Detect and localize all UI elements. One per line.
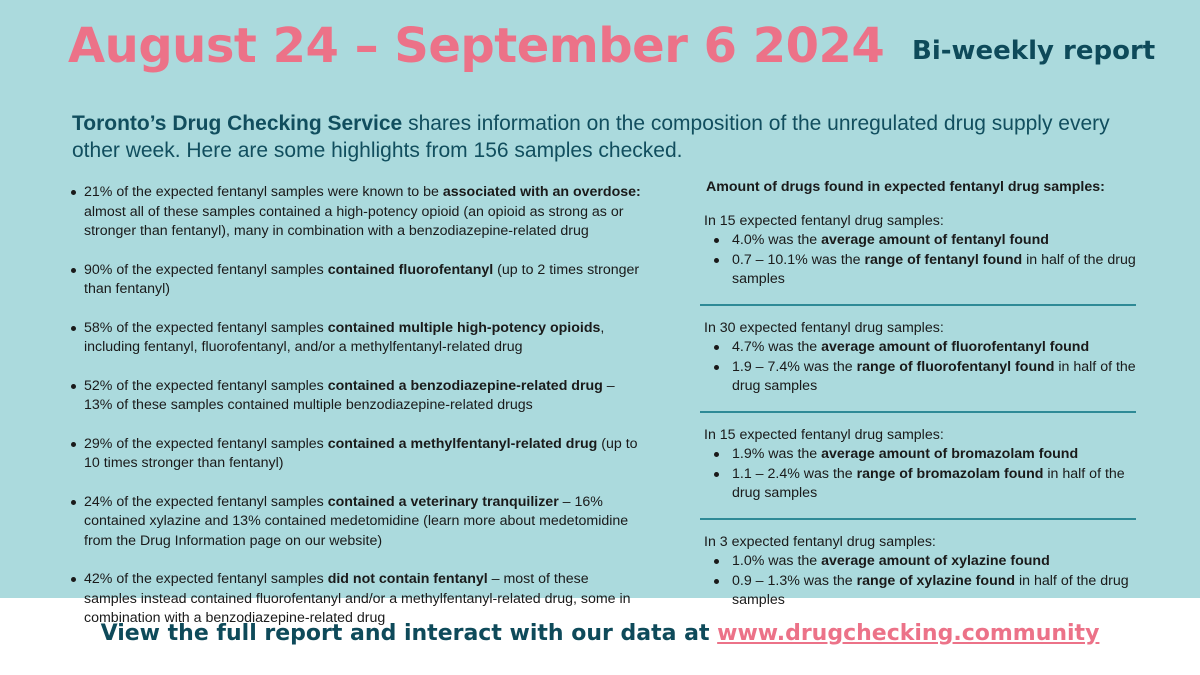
highlight-emphasis: contained fluorofentanyl [327, 261, 494, 278]
stat-emphasis: average amount of fluorofentanyl found [821, 339, 1090, 355]
stat-value-text: 0.7 – 10.1% was the [732, 251, 865, 268]
block-intro: In 15 expected fentanyl drug samples: [704, 426, 944, 443]
highlight-text: almost all of these samples contained a high-potency opioid (an opioid as strong as or stronger than fentanyl), many in combination with a benzodiazepine-related drug [84, 203, 624, 239]
stat-value-text: 1.9% was the [732, 446, 822, 462]
stat-value-text: 4.0% was the [732, 232, 822, 248]
block-intro: In 3 expected fentanyl drug samples: [704, 533, 936, 550]
stat-value-text: 1.0% was the [732, 553, 822, 569]
stat-emphasis: range of xylazine found [856, 572, 1016, 589]
highlight-item [70, 435, 645, 474]
stat-text: in half of the drug samples [732, 251, 1136, 287]
highlight-emphasis: contained multiple high-potency opioids [327, 319, 601, 336]
highlight-item [70, 319, 645, 358]
range-item [704, 251, 1136, 290]
stat-value-text: 0.9 – 1.3% was the [732, 572, 857, 589]
highlights-list [70, 183, 645, 648]
block-intro: In 15 expected fentanyl drug samples: [704, 212, 944, 229]
average-amount-item [704, 231, 1136, 251]
stat-text: in half of the drug samples [732, 465, 1125, 501]
range-item [704, 358, 1136, 397]
average-amount-item [704, 445, 1136, 465]
block-intro: In 30 expected fentanyl drug samples: [704, 319, 944, 336]
average-amount-item [704, 552, 1136, 572]
stat-emphasis: range of bromazolam found [856, 465, 1044, 482]
intro-text: shares information on the composition of the unregulated drug supply every other week. Here are some highlights from 156 samples checked. [72, 112, 1110, 162]
stat-emphasis: range of fentanyl found [864, 251, 1023, 268]
report-title: August 24 – September 6 2024 [68, 18, 885, 74]
intro-paragraph [72, 110, 1152, 164]
stat-value-text: 1.9 – 7.4% was the [732, 358, 857, 375]
website-link[interactable]: www.drugchecking.community [717, 621, 1100, 646]
highlight-text: – 13% of these samples contained multiple benzodiazepine-related drugs [84, 377, 615, 413]
fluorofentanyl-amount-block [700, 306, 1136, 413]
highlight-emphasis: contained a veterinary tranquilizer [327, 493, 559, 510]
highlight-emphasis: contained a benzodiazepine-related drug [327, 377, 603, 394]
highlight-item [70, 377, 645, 416]
fentanyl-amount-block [700, 208, 1136, 306]
highlight-text: – 16% contained xylazine and 13% contained medetomidine (learn more about medetomidine from the Drug Information page on our website) [84, 493, 629, 549]
highlight-text: 90% of the expected fentanyl samples [84, 261, 328, 278]
footer-banner [0, 598, 1200, 675]
stat-emphasis: average amount of fentanyl found [821, 232, 1049, 248]
range-item [704, 465, 1136, 504]
highlight-item [70, 493, 645, 552]
service-name: Toronto’s Drug Checking Service [72, 112, 403, 135]
highlight-text: 24% of the expected fentanyl samples [84, 493, 328, 510]
stat-value-text: 1.1 – 2.4% was the [732, 465, 857, 482]
highlight-emphasis: did not contain fentanyl [327, 571, 488, 587]
block-stats [704, 231, 1136, 290]
block-stats [704, 338, 1136, 397]
highlight-text: 29% of the expected fentanyl samples [84, 435, 328, 452]
highlight-text: 21% of the expected fentanyl samples were known to be [84, 184, 443, 200]
highlight-item [70, 261, 645, 300]
stat-emphasis: average amount of bromazolam found [821, 446, 1079, 462]
stat-text: in half of the drug samples [732, 358, 1136, 394]
stat-value-text: 4.7% was the [732, 339, 822, 355]
highlight-emphasis: associated with an overdose: [442, 184, 641, 200]
highlight-text: 52% of the expected fentanyl samples [84, 377, 328, 394]
highlight-item [70, 183, 645, 242]
report-frequency-badge: Bi-weekly report [912, 36, 1156, 66]
stat-emphasis: range of fluorofentanyl found [856, 358, 1055, 375]
drug-amounts-section [700, 178, 1136, 625]
footer-text: View the full report and interact with our data at [100, 621, 718, 646]
highlight-text: 42% of the expected fentanyl samples [84, 571, 328, 587]
bromazolam-amount-block [700, 413, 1136, 520]
average-amount-item [704, 338, 1136, 358]
highlight-text: – most of these samples instead contained fluorofentanyl and/or a methylfentanyl-related drug, some in combination with a benzodiazepine-related drug [84, 571, 631, 626]
stat-text: in half of the drug samples [732, 572, 1129, 608]
highlight-text: 58% of the expected fentanyl samples [84, 319, 328, 336]
block-stats [704, 445, 1136, 504]
stat-emphasis: average amount of xylazine found [821, 553, 1050, 569]
highlight-emphasis: contained a methylfentanyl-related drug [327, 435, 598, 452]
highlight-text: (up to 2 times stronger than fentanyl) [84, 261, 640, 297]
highlight-text: , including fentanyl, fluorofentanyl, and/or a methylfentanyl-related drug [84, 319, 605, 355]
highlight-text: (up to 10 times stronger than fentanyl) [84, 435, 638, 471]
drug-amounts-heading: Amount of drugs found in expected fentanyl drug samples: [706, 179, 1105, 195]
